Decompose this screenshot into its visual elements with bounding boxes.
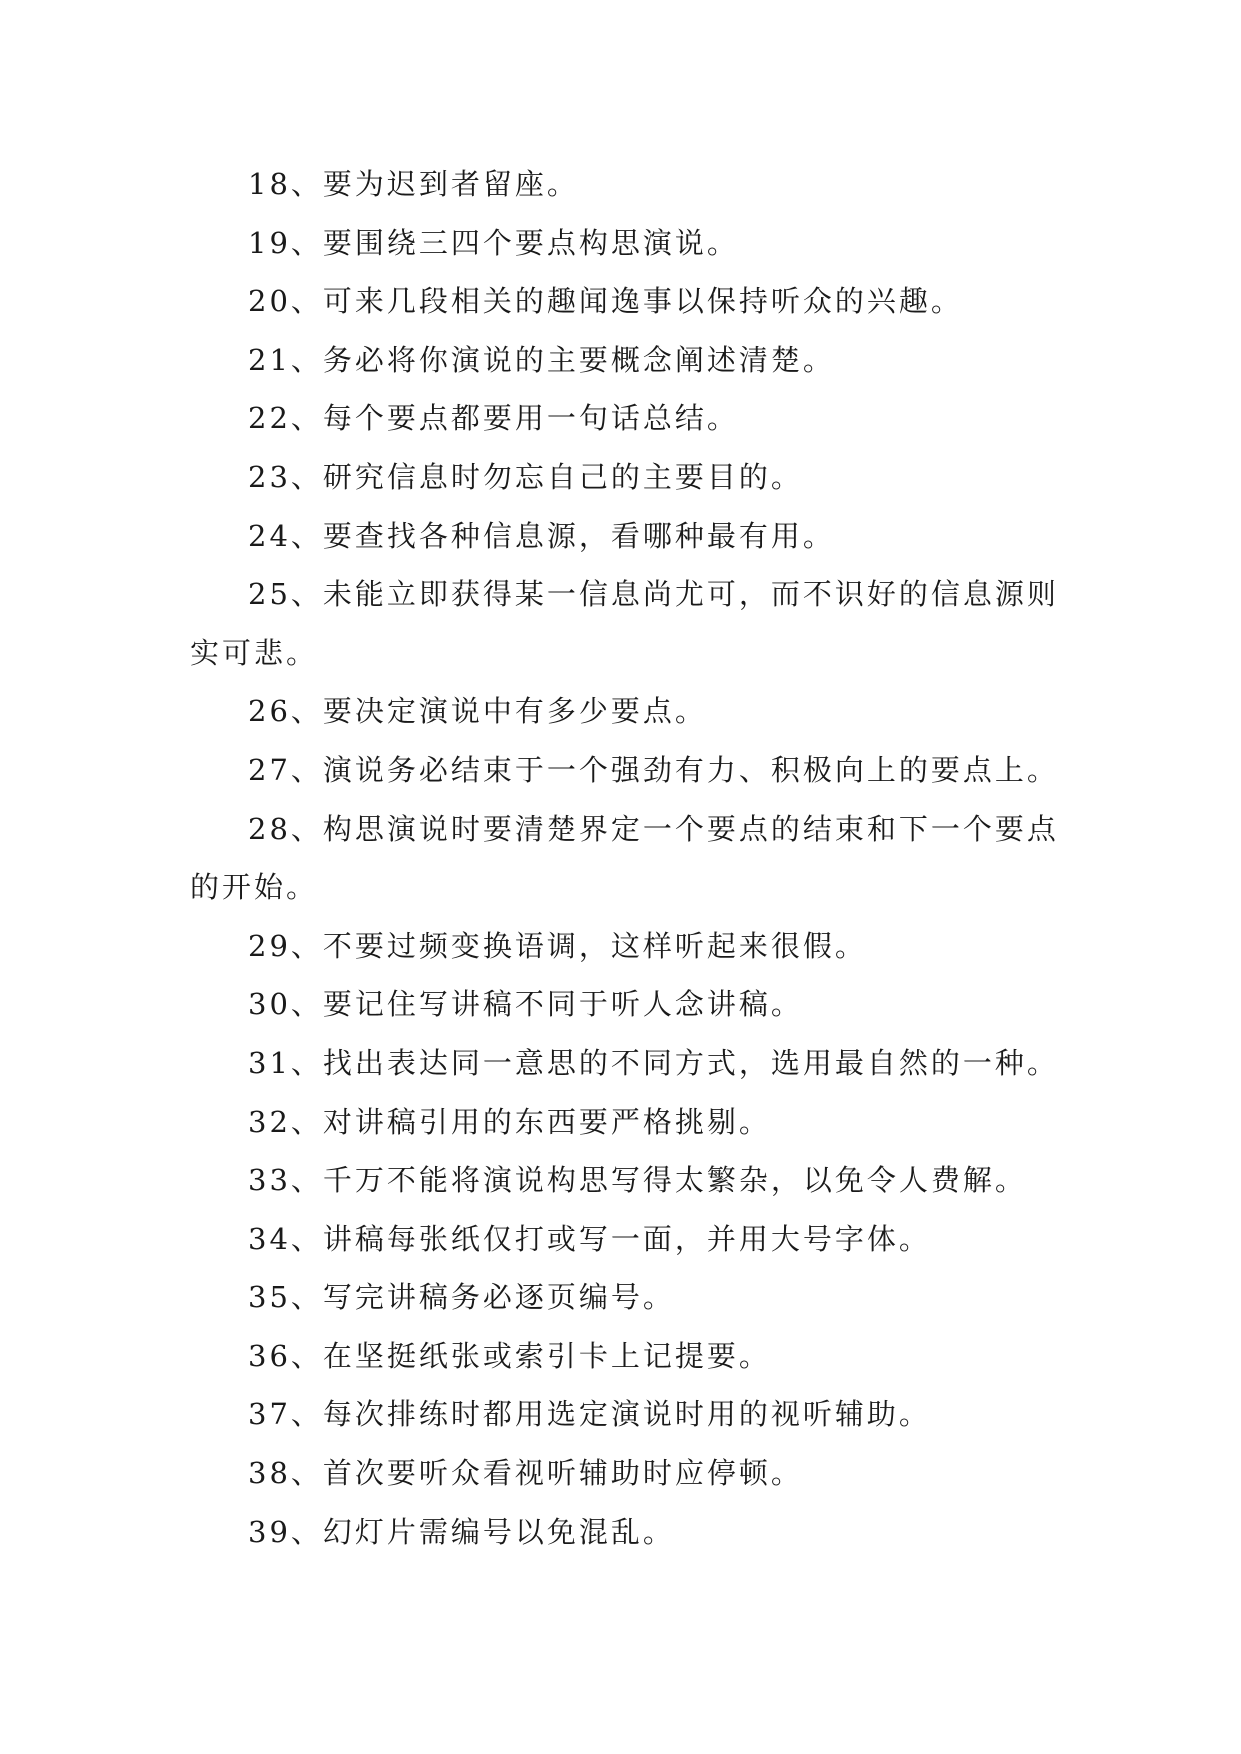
paragraph: 18、要为迟到者留座。 <box>248 167 579 201</box>
paragraph: 28、构思演说时要清楚界定一个要点的结束和下一个要点的开始。 <box>190 811 1059 905</box>
paragraph: 37、每次排练时都用选定演说时用的视听辅助。 <box>248 1397 931 1432</box>
paragraph: 22、每个要点都要用一句话总结。 <box>248 401 739 436</box>
paragraph: 23、研究信息时勿忘自己的主要目的。 <box>248 459 803 494</box>
paragraph: 35、写完讲稿务必逐页编号。 <box>248 1280 675 1315</box>
paragraph: 31、找出表达同一意思的不同方式，选用最自然的一种。 <box>248 1045 1059 1080</box>
paragraph: 39、幻灯片需编号以免混乱。 <box>248 1514 675 1549</box>
paragraph: 20、可来几段相关的趣闻逸事以保持听众的兴趣。 <box>248 284 963 319</box>
paragraph: 36、在坚挺纸张或索引卡上记提要。 <box>248 1338 771 1373</box>
paragraph: 32、对讲稿引用的东西要严格挑剔。 <box>248 1104 771 1139</box>
document-body <box>190 155 1070 1561</box>
paragraph: 27、演说务必结束于一个强劲有力、积极向上的要点上。 <box>248 752 1059 787</box>
paragraph: 38、首次要听众看视听辅助时应停顿。 <box>248 1456 803 1491</box>
paragraph: 24、要查找各种信息源，看哪种最有用。 <box>248 518 835 553</box>
paragraph: 30、要记住写讲稿不同于听人念讲稿。 <box>248 987 803 1022</box>
paragraph: 29、不要过频变换语调，这样听起来很假。 <box>248 928 867 963</box>
paragraph: 19、要围绕三四个要点构思演说。 <box>248 225 739 260</box>
paragraph: 26、要决定演说中有多少要点。 <box>248 694 707 729</box>
paragraph: 33、千万不能将演说构思写得太繁杂，以免令人费解。 <box>248 1163 1027 1198</box>
paragraph: 25、未能立即获得某一信息尚尤可，而不识好的信息源则实可悲。 <box>190 577 1059 670</box>
paragraph: 21、务必将你演说的主要概念阐述清楚。 <box>248 342 835 377</box>
paragraph: 34、讲稿每张纸仅打或写一面，并用大号字体。 <box>248 1221 931 1256</box>
